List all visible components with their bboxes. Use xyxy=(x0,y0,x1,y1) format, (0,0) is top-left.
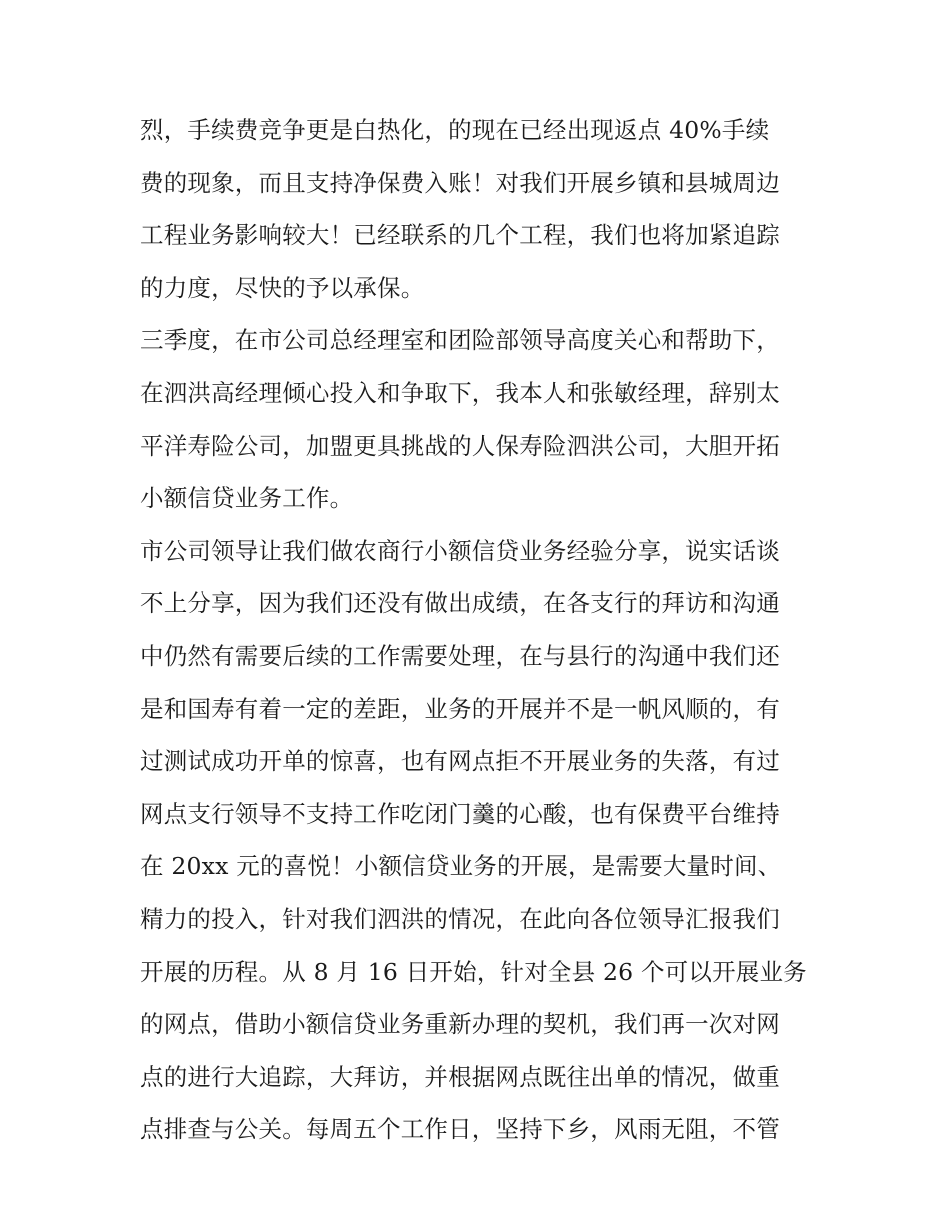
text-line: 小额信贷业务工作。 xyxy=(140,484,354,513)
text-line: 的网点，借助小额信贷业务重新办理的契机，我们再一次对网 xyxy=(140,1010,780,1039)
text-line: 的力度，尽快的予以承保。 xyxy=(140,273,425,302)
text-line: 网点支行领导不支持工作吃闭门羹的心酸，也有保费平台维持 xyxy=(140,799,780,828)
text-line: 烈，手续费竞争更是白热化，的现在已经出现返点 40%手续 xyxy=(140,116,770,144)
body-text xyxy=(140,104,820,1156)
text-line: 中仍然有需要后续的工作需要处理，在与县行的沟通中我们还 xyxy=(140,641,780,670)
text-line: 不上分享，因为我们还没有做出成绩，在各支行的拜访和沟通 xyxy=(140,589,780,618)
text-line: 市公司领导让我们做农商行小额信贷业务经验分享，说实话谈 xyxy=(140,536,780,565)
text-line: 开展的历程。从 8 月 16 日开始，针对全县 26 个可以开展业务 xyxy=(140,957,807,986)
text-line: 点排查与公关。每周五个工作日，坚持下乡，风雨无阻，不管 xyxy=(140,1115,780,1144)
text-line: 费的现象，而且支持净保费入账！对我们开展乡镇和县城周边 xyxy=(140,168,780,197)
text-line: 是和国寿有着一定的差距，业务的开展并不是一帆风顺的，有 xyxy=(140,694,780,723)
text-line: 精力的投入，针对我们泗洪的情况，在此向各位领导汇报我们 xyxy=(140,904,780,933)
text-line: 平洋寿险公司，加盟更具挑战的人保寿险泗洪公司，大胆开拓 xyxy=(140,431,780,460)
text-line: 点的进行大追踪，大拜访，并根据网点既往出单的情况，做重 xyxy=(140,1062,780,1091)
text-line: 在泗洪高经理倾心投入和争取下，我本人和张敏经理，辞别太 xyxy=(140,378,780,407)
text-line: 过测试成功开单的惊喜，也有网点拒不开展业务的失落，有过 xyxy=(140,747,780,776)
text-line: 在 20xx 元的喜悦！小额信贷业务的开展，是需要大量时间、 xyxy=(140,852,782,881)
text-line: 三季度，在市公司总经理室和团险部领导高度关心和帮助下， xyxy=(140,326,780,355)
text-line: 工程业务影响较大！已经联系的几个工程，我们也将加紧追踪 xyxy=(140,221,780,250)
